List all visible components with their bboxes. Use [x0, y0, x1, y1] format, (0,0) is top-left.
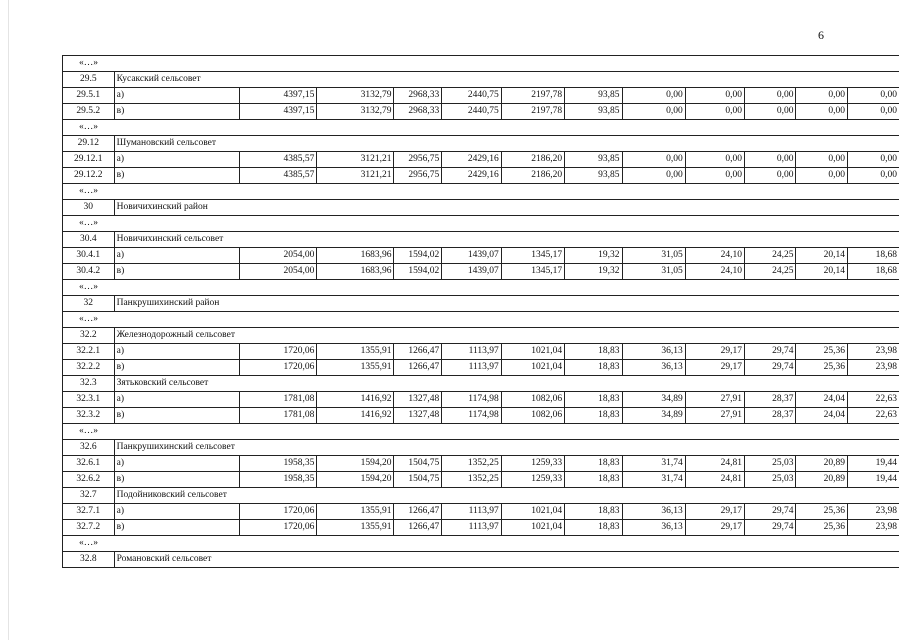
value-cell: 1416,92	[317, 408, 394, 424]
value-cell: 1021,04	[501, 520, 564, 536]
section-name: Панкрушихинский район	[114, 296, 899, 312]
empty-cell	[114, 536, 899, 552]
row-label: в)	[114, 264, 240, 280]
value-cell: 2968,33	[394, 88, 442, 104]
value-cell: 1327,48	[394, 408, 442, 424]
row-code: 32.3.2	[63, 408, 115, 424]
value-cell: 0,00	[622, 168, 685, 184]
value-cell: 24,04	[796, 392, 847, 408]
value-cell: 1113,97	[442, 344, 502, 360]
value-cell: 93,85	[565, 168, 622, 184]
value-cell: 1439,07	[442, 248, 502, 264]
value-cell: 1439,07	[442, 264, 502, 280]
value-cell: 36,13	[622, 504, 685, 520]
value-cell: 1504,75	[394, 456, 442, 472]
value-cell: 93,85	[565, 152, 622, 168]
section-code: 32.7	[63, 488, 115, 504]
ellipsis-row	[63, 120, 899, 136]
section-name: Подойниковский сельсовет	[114, 488, 899, 504]
value-cell: 29,74	[745, 360, 796, 376]
empty-cell	[114, 184, 899, 200]
table-row	[63, 408, 899, 424]
value-cell: 31,74	[622, 472, 685, 488]
table-row	[63, 88, 899, 104]
value-cell: 0,00	[847, 168, 899, 184]
value-cell: 1259,33	[501, 456, 564, 472]
section-code: 32.6	[63, 440, 115, 456]
value-cell: 34,89	[622, 392, 685, 408]
value-cell: 1720,06	[240, 360, 317, 376]
value-cell: 2440,75	[442, 88, 502, 104]
value-cell: 1594,20	[317, 456, 394, 472]
row-code: 29.5.2	[63, 104, 115, 120]
value-cell: 25,36	[796, 504, 847, 520]
row-code: 30.4.2	[63, 264, 115, 280]
value-cell: 24,10	[685, 248, 744, 264]
section-row	[63, 376, 899, 392]
ellipsis-marker: «…»	[63, 56, 115, 72]
value-cell: 29,17	[685, 520, 744, 536]
value-cell: 25,36	[796, 520, 847, 536]
value-cell: 36,13	[622, 520, 685, 536]
value-cell: 27,91	[685, 408, 744, 424]
section-code: 30.4	[63, 232, 115, 248]
row-code: 32.6.2	[63, 472, 115, 488]
row-label: а)	[114, 152, 240, 168]
value-cell: 4385,57	[240, 168, 317, 184]
value-cell: 1594,02	[394, 264, 442, 280]
value-cell: 1174,98	[442, 392, 502, 408]
row-label: а)	[114, 392, 240, 408]
section-row	[63, 328, 899, 344]
value-cell: 0,00	[622, 104, 685, 120]
value-cell: 4397,15	[240, 104, 317, 120]
ellipsis-row	[63, 56, 899, 72]
value-cell: 18,83	[565, 408, 622, 424]
value-cell: 24,81	[685, 472, 744, 488]
section-name: Романовский сельсовет	[114, 552, 899, 568]
section-name: Железнодорожный сельсовет	[114, 328, 899, 344]
ellipsis-row	[63, 184, 899, 200]
section-code: 30	[63, 200, 115, 216]
table-row	[63, 152, 899, 168]
value-cell: 2968,33	[394, 104, 442, 120]
value-cell: 2054,00	[240, 264, 317, 280]
value-cell: 1683,96	[317, 248, 394, 264]
value-cell: 2186,20	[501, 168, 564, 184]
value-cell: 1683,96	[317, 264, 394, 280]
value-cell: 24,81	[685, 456, 744, 472]
value-cell: 0,00	[847, 88, 899, 104]
value-cell: 2956,75	[394, 168, 442, 184]
section-name: Зятьковский сельсовет	[114, 376, 899, 392]
tariff-table	[62, 55, 899, 568]
value-cell: 1266,47	[394, 520, 442, 536]
section-code: 32.3	[63, 376, 115, 392]
value-cell: 29,74	[745, 344, 796, 360]
value-cell: 0,00	[685, 104, 744, 120]
value-cell: 0,00	[685, 168, 744, 184]
table-row	[63, 168, 899, 184]
value-cell: 1259,33	[501, 472, 564, 488]
value-cell: 0,00	[847, 104, 899, 120]
value-cell: 3121,21	[317, 152, 394, 168]
table-row	[63, 472, 899, 488]
value-cell: 0,00	[685, 152, 744, 168]
value-cell: 1266,47	[394, 344, 442, 360]
value-cell: 1416,92	[317, 392, 394, 408]
section-row	[63, 488, 899, 504]
value-cell: 18,83	[565, 392, 622, 408]
value-cell: 25,36	[796, 360, 847, 376]
value-cell: 29,74	[745, 504, 796, 520]
value-cell: 1594,02	[394, 248, 442, 264]
row-label: в)	[114, 408, 240, 424]
value-cell: 19,32	[565, 248, 622, 264]
value-cell: 1113,97	[442, 504, 502, 520]
section-name: Шумановский сельсовет	[114, 136, 899, 152]
value-cell: 1355,91	[317, 520, 394, 536]
value-cell: 0,00	[685, 88, 744, 104]
value-cell: 22,63	[847, 392, 899, 408]
value-cell: 3132,79	[317, 104, 394, 120]
row-label: а)	[114, 88, 240, 104]
value-cell: 2440,75	[442, 104, 502, 120]
table-row	[63, 264, 899, 280]
value-cell: 93,85	[565, 104, 622, 120]
row-label: в)	[114, 168, 240, 184]
value-cell: 0,00	[745, 168, 796, 184]
value-cell: 0,00	[847, 152, 899, 168]
empty-cell	[114, 280, 899, 296]
value-cell: 19,32	[565, 264, 622, 280]
value-cell: 0,00	[745, 104, 796, 120]
value-cell: 18,83	[565, 520, 622, 536]
ellipsis-marker: «…»	[63, 120, 115, 136]
value-cell: 24,04	[796, 408, 847, 424]
value-cell: 1720,06	[240, 504, 317, 520]
value-cell: 1327,48	[394, 392, 442, 408]
section-row	[63, 552, 899, 568]
section-row	[63, 296, 899, 312]
value-cell: 0,00	[796, 104, 847, 120]
value-cell: 1355,91	[317, 504, 394, 520]
ellipsis-marker: «…»	[63, 312, 115, 328]
row-code: 32.6.1	[63, 456, 115, 472]
value-cell: 0,00	[745, 88, 796, 104]
row-code: 29.5.1	[63, 88, 115, 104]
value-cell: 28,37	[745, 392, 796, 408]
value-cell: 1021,04	[501, 360, 564, 376]
value-cell: 1174,98	[442, 408, 502, 424]
row-code: 29.12.1	[63, 152, 115, 168]
value-cell: 1113,97	[442, 360, 502, 376]
value-cell: 18,68	[847, 264, 899, 280]
value-cell: 93,85	[565, 88, 622, 104]
section-code: 29.5	[63, 72, 115, 88]
value-cell: 25,03	[745, 456, 796, 472]
row-label: а)	[114, 344, 240, 360]
ellipsis-marker: «…»	[63, 536, 115, 552]
value-cell: 1021,04	[501, 344, 564, 360]
table-row	[63, 248, 899, 264]
value-cell: 18,83	[565, 472, 622, 488]
table-row	[63, 360, 899, 376]
value-cell: 25,03	[745, 472, 796, 488]
value-cell: 19,44	[847, 472, 899, 488]
table-body	[63, 56, 899, 568]
value-cell: 1266,47	[394, 504, 442, 520]
row-label: в)	[114, 104, 240, 120]
value-cell: 20,14	[796, 248, 847, 264]
section-name: Кусакский сельсовет	[114, 72, 899, 88]
table-row	[63, 104, 899, 120]
value-cell: 0,00	[622, 152, 685, 168]
value-cell: 2956,75	[394, 152, 442, 168]
value-cell: 24,25	[745, 264, 796, 280]
section-code: 32.8	[63, 552, 115, 568]
row-label: а)	[114, 504, 240, 520]
value-cell: 23,98	[847, 360, 899, 376]
section-name: Новичихинский район	[114, 200, 899, 216]
section-row	[63, 440, 899, 456]
row-label: в)	[114, 360, 240, 376]
ellipsis-marker: «…»	[63, 280, 115, 296]
ellipsis-row	[63, 536, 899, 552]
value-cell: 23,98	[847, 504, 899, 520]
value-cell: 0,00	[622, 88, 685, 104]
empty-cell	[114, 216, 899, 232]
value-cell: 1781,08	[240, 408, 317, 424]
value-cell: 3132,79	[317, 88, 394, 104]
section-name: Новичихинский сельсовет	[114, 232, 899, 248]
value-cell: 29,17	[685, 344, 744, 360]
section-code: 32.2	[63, 328, 115, 344]
value-cell: 1720,06	[240, 344, 317, 360]
page-edge	[8, 0, 9, 640]
value-cell: 18,68	[847, 248, 899, 264]
value-cell: 0,00	[796, 88, 847, 104]
row-code: 32.3.1	[63, 392, 115, 408]
value-cell: 4397,15	[240, 88, 317, 104]
ellipsis-marker: «…»	[63, 424, 115, 440]
empty-cell	[114, 312, 899, 328]
value-cell: 0,00	[796, 168, 847, 184]
value-cell: 23,98	[847, 344, 899, 360]
value-cell: 4385,57	[240, 152, 317, 168]
table-row	[63, 504, 899, 520]
value-cell: 20,89	[796, 456, 847, 472]
empty-cell	[114, 424, 899, 440]
section-row	[63, 72, 899, 88]
value-cell: 34,89	[622, 408, 685, 424]
value-cell: 0,00	[745, 152, 796, 168]
value-cell: 2197,78	[501, 104, 564, 120]
value-cell: 3121,21	[317, 168, 394, 184]
value-cell: 2429,16	[442, 152, 502, 168]
value-cell: 2429,16	[442, 168, 502, 184]
ellipsis-row	[63, 280, 899, 296]
value-cell: 18,83	[565, 344, 622, 360]
value-cell: 18,83	[565, 456, 622, 472]
value-cell: 24,10	[685, 264, 744, 280]
value-cell: 1113,97	[442, 520, 502, 536]
value-cell: 18,83	[565, 504, 622, 520]
section-code: 32	[63, 296, 115, 312]
row-code: 30.4.1	[63, 248, 115, 264]
row-label: а)	[114, 248, 240, 264]
value-cell: 1355,91	[317, 360, 394, 376]
value-cell: 1345,17	[501, 248, 564, 264]
ellipsis-marker: «…»	[63, 184, 115, 200]
table-row	[63, 392, 899, 408]
value-cell: 2197,78	[501, 88, 564, 104]
page-number: 6	[818, 28, 824, 42]
ellipsis-row	[63, 312, 899, 328]
value-cell: 1781,08	[240, 392, 317, 408]
row-label: в)	[114, 472, 240, 488]
value-cell: 22,63	[847, 408, 899, 424]
ellipsis-row	[63, 424, 899, 440]
ellipsis-row	[63, 216, 899, 232]
value-cell: 23,98	[847, 520, 899, 536]
value-cell: 1355,91	[317, 344, 394, 360]
section-row	[63, 200, 899, 216]
section-name: Панкрушихинский сельсовет	[114, 440, 899, 456]
value-cell: 1720,06	[240, 520, 317, 536]
value-cell: 19,44	[847, 456, 899, 472]
value-cell: 2186,20	[501, 152, 564, 168]
row-label: в)	[114, 520, 240, 536]
section-row	[63, 232, 899, 248]
table-row	[63, 344, 899, 360]
value-cell: 1345,17	[501, 264, 564, 280]
value-cell: 1594,20	[317, 472, 394, 488]
value-cell: 31,74	[622, 456, 685, 472]
value-cell: 1352,25	[442, 456, 502, 472]
row-code: 32.2.2	[63, 360, 115, 376]
empty-cell	[114, 120, 899, 136]
value-cell: 28,37	[745, 408, 796, 424]
value-cell: 1021,04	[501, 504, 564, 520]
row-code: 32.2.1	[63, 344, 115, 360]
value-cell: 25,36	[796, 344, 847, 360]
value-cell: 20,14	[796, 264, 847, 280]
value-cell: 0,00	[796, 152, 847, 168]
value-cell: 2054,00	[240, 248, 317, 264]
value-cell: 1958,35	[240, 456, 317, 472]
value-cell: 18,83	[565, 360, 622, 376]
value-cell: 1504,75	[394, 472, 442, 488]
row-label: а)	[114, 456, 240, 472]
value-cell: 36,13	[622, 344, 685, 360]
value-cell: 1082,06	[501, 408, 564, 424]
ellipsis-marker: «…»	[63, 216, 115, 232]
section-code: 29.12	[63, 136, 115, 152]
value-cell: 24,25	[745, 248, 796, 264]
value-cell: 20,89	[796, 472, 847, 488]
row-code: 29.12.2	[63, 168, 115, 184]
value-cell: 1352,25	[442, 472, 502, 488]
table-row	[63, 456, 899, 472]
empty-cell	[114, 56, 899, 72]
value-cell: 1958,35	[240, 472, 317, 488]
row-code: 32.7.2	[63, 520, 115, 536]
value-cell: 36,13	[622, 360, 685, 376]
section-row	[63, 136, 899, 152]
value-cell: 31,05	[622, 248, 685, 264]
value-cell: 31,05	[622, 264, 685, 280]
value-cell: 29,17	[685, 504, 744, 520]
value-cell: 27,91	[685, 392, 744, 408]
row-code: 32.7.1	[63, 504, 115, 520]
value-cell: 1266,47	[394, 360, 442, 376]
value-cell: 29,17	[685, 360, 744, 376]
value-cell: 29,74	[745, 520, 796, 536]
value-cell: 1082,06	[501, 392, 564, 408]
table-row	[63, 520, 899, 536]
